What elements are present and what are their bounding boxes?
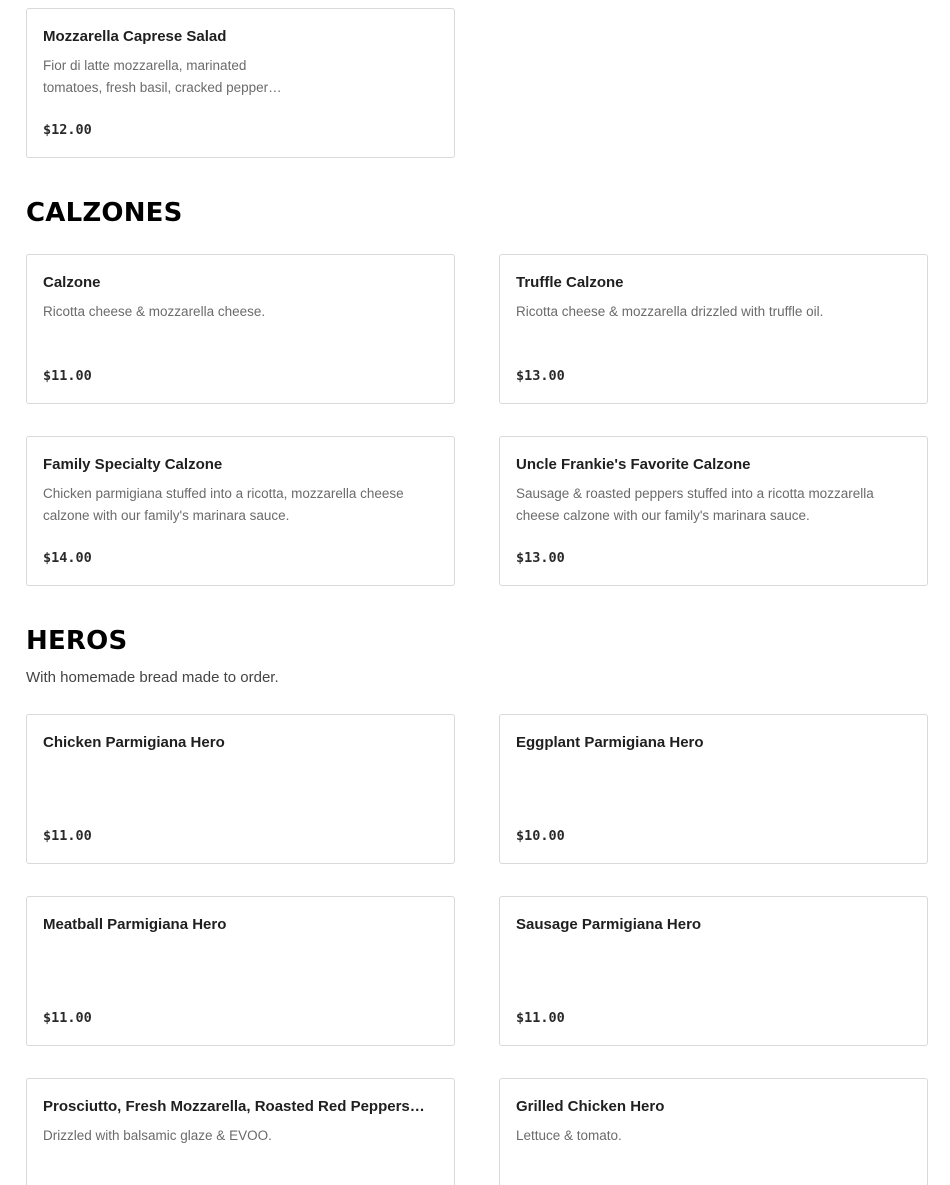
item-description: Ricotta cheese & mozzarella cheese. bbox=[43, 304, 266, 319]
item-price: $11.00 bbox=[516, 1010, 565, 1026]
item-price: $11.00 bbox=[43, 368, 92, 384]
menu-item-card[interactable] bbox=[499, 254, 928, 404]
item-name: Uncle Frankie's Favorite Calzone bbox=[516, 456, 751, 473]
item-name: Grilled Chicken Hero bbox=[516, 1098, 665, 1115]
item-price: $12.00 bbox=[43, 122, 92, 138]
section-title-calzones: CALZONES bbox=[26, 198, 183, 228]
item-description: Fior di latte mozzarella, marinated tomatoes, fresh basil, cracked pepper… bbox=[43, 58, 282, 95]
item-price: $10.00 bbox=[516, 828, 565, 844]
item-price: $11.00 bbox=[43, 828, 92, 844]
item-name: Meatball Parmigiana Hero bbox=[43, 916, 227, 933]
item-name: Mozzarella Caprese Salad bbox=[43, 28, 227, 45]
item-description: Sausage & roasted peppers stuffed into a ricotta mozzarella cheese calzone with our family's marinara sauce. bbox=[516, 486, 874, 523]
section-subtitle-heros: With homemade bread made to order. bbox=[26, 669, 279, 686]
menu-item-card[interactable] bbox=[499, 1078, 928, 1185]
section-title-heros: HEROS bbox=[26, 626, 128, 656]
item-description: Drizzled with balsamic glaze & EVOO. bbox=[43, 1128, 272, 1143]
menu-item-card[interactable] bbox=[499, 714, 928, 864]
menu-item-card[interactable] bbox=[26, 8, 455, 158]
menu-item-card[interactable] bbox=[26, 436, 455, 586]
menu-item-card[interactable] bbox=[26, 1078, 455, 1185]
item-name: Chicken Parmigiana Hero bbox=[43, 734, 225, 751]
item-description: Lettuce & tomato. bbox=[516, 1128, 622, 1143]
menu-item-card[interactable] bbox=[499, 896, 928, 1046]
item-description: Chicken parmigiana stuffed into a ricotta, mozzarella cheese calzone with our family's marinara sauce. bbox=[43, 486, 404, 523]
item-price: $11.00 bbox=[43, 1010, 92, 1026]
item-price: $14.00 bbox=[43, 550, 92, 566]
item-description: Ricotta cheese & mozzarella drizzled with truffle oil. bbox=[516, 304, 824, 319]
menu-item-card[interactable] bbox=[26, 254, 455, 404]
item-name: Eggplant Parmigiana Hero bbox=[516, 734, 704, 751]
item-name: Prosciutto, Fresh Mozzarella, Roasted Red Peppers… bbox=[43, 1098, 425, 1115]
menu-item-card[interactable] bbox=[26, 896, 455, 1046]
menu-item-card[interactable] bbox=[26, 714, 455, 864]
item-name: Calzone bbox=[43, 274, 101, 291]
item-name: Truffle Calzone bbox=[516, 274, 624, 291]
menu-item-card[interactable] bbox=[499, 436, 928, 586]
item-name: Family Specialty Calzone bbox=[43, 456, 223, 473]
item-price: $13.00 bbox=[516, 550, 565, 566]
item-price: $13.00 bbox=[516, 368, 565, 384]
item-name: Sausage Parmigiana Hero bbox=[516, 916, 702, 933]
